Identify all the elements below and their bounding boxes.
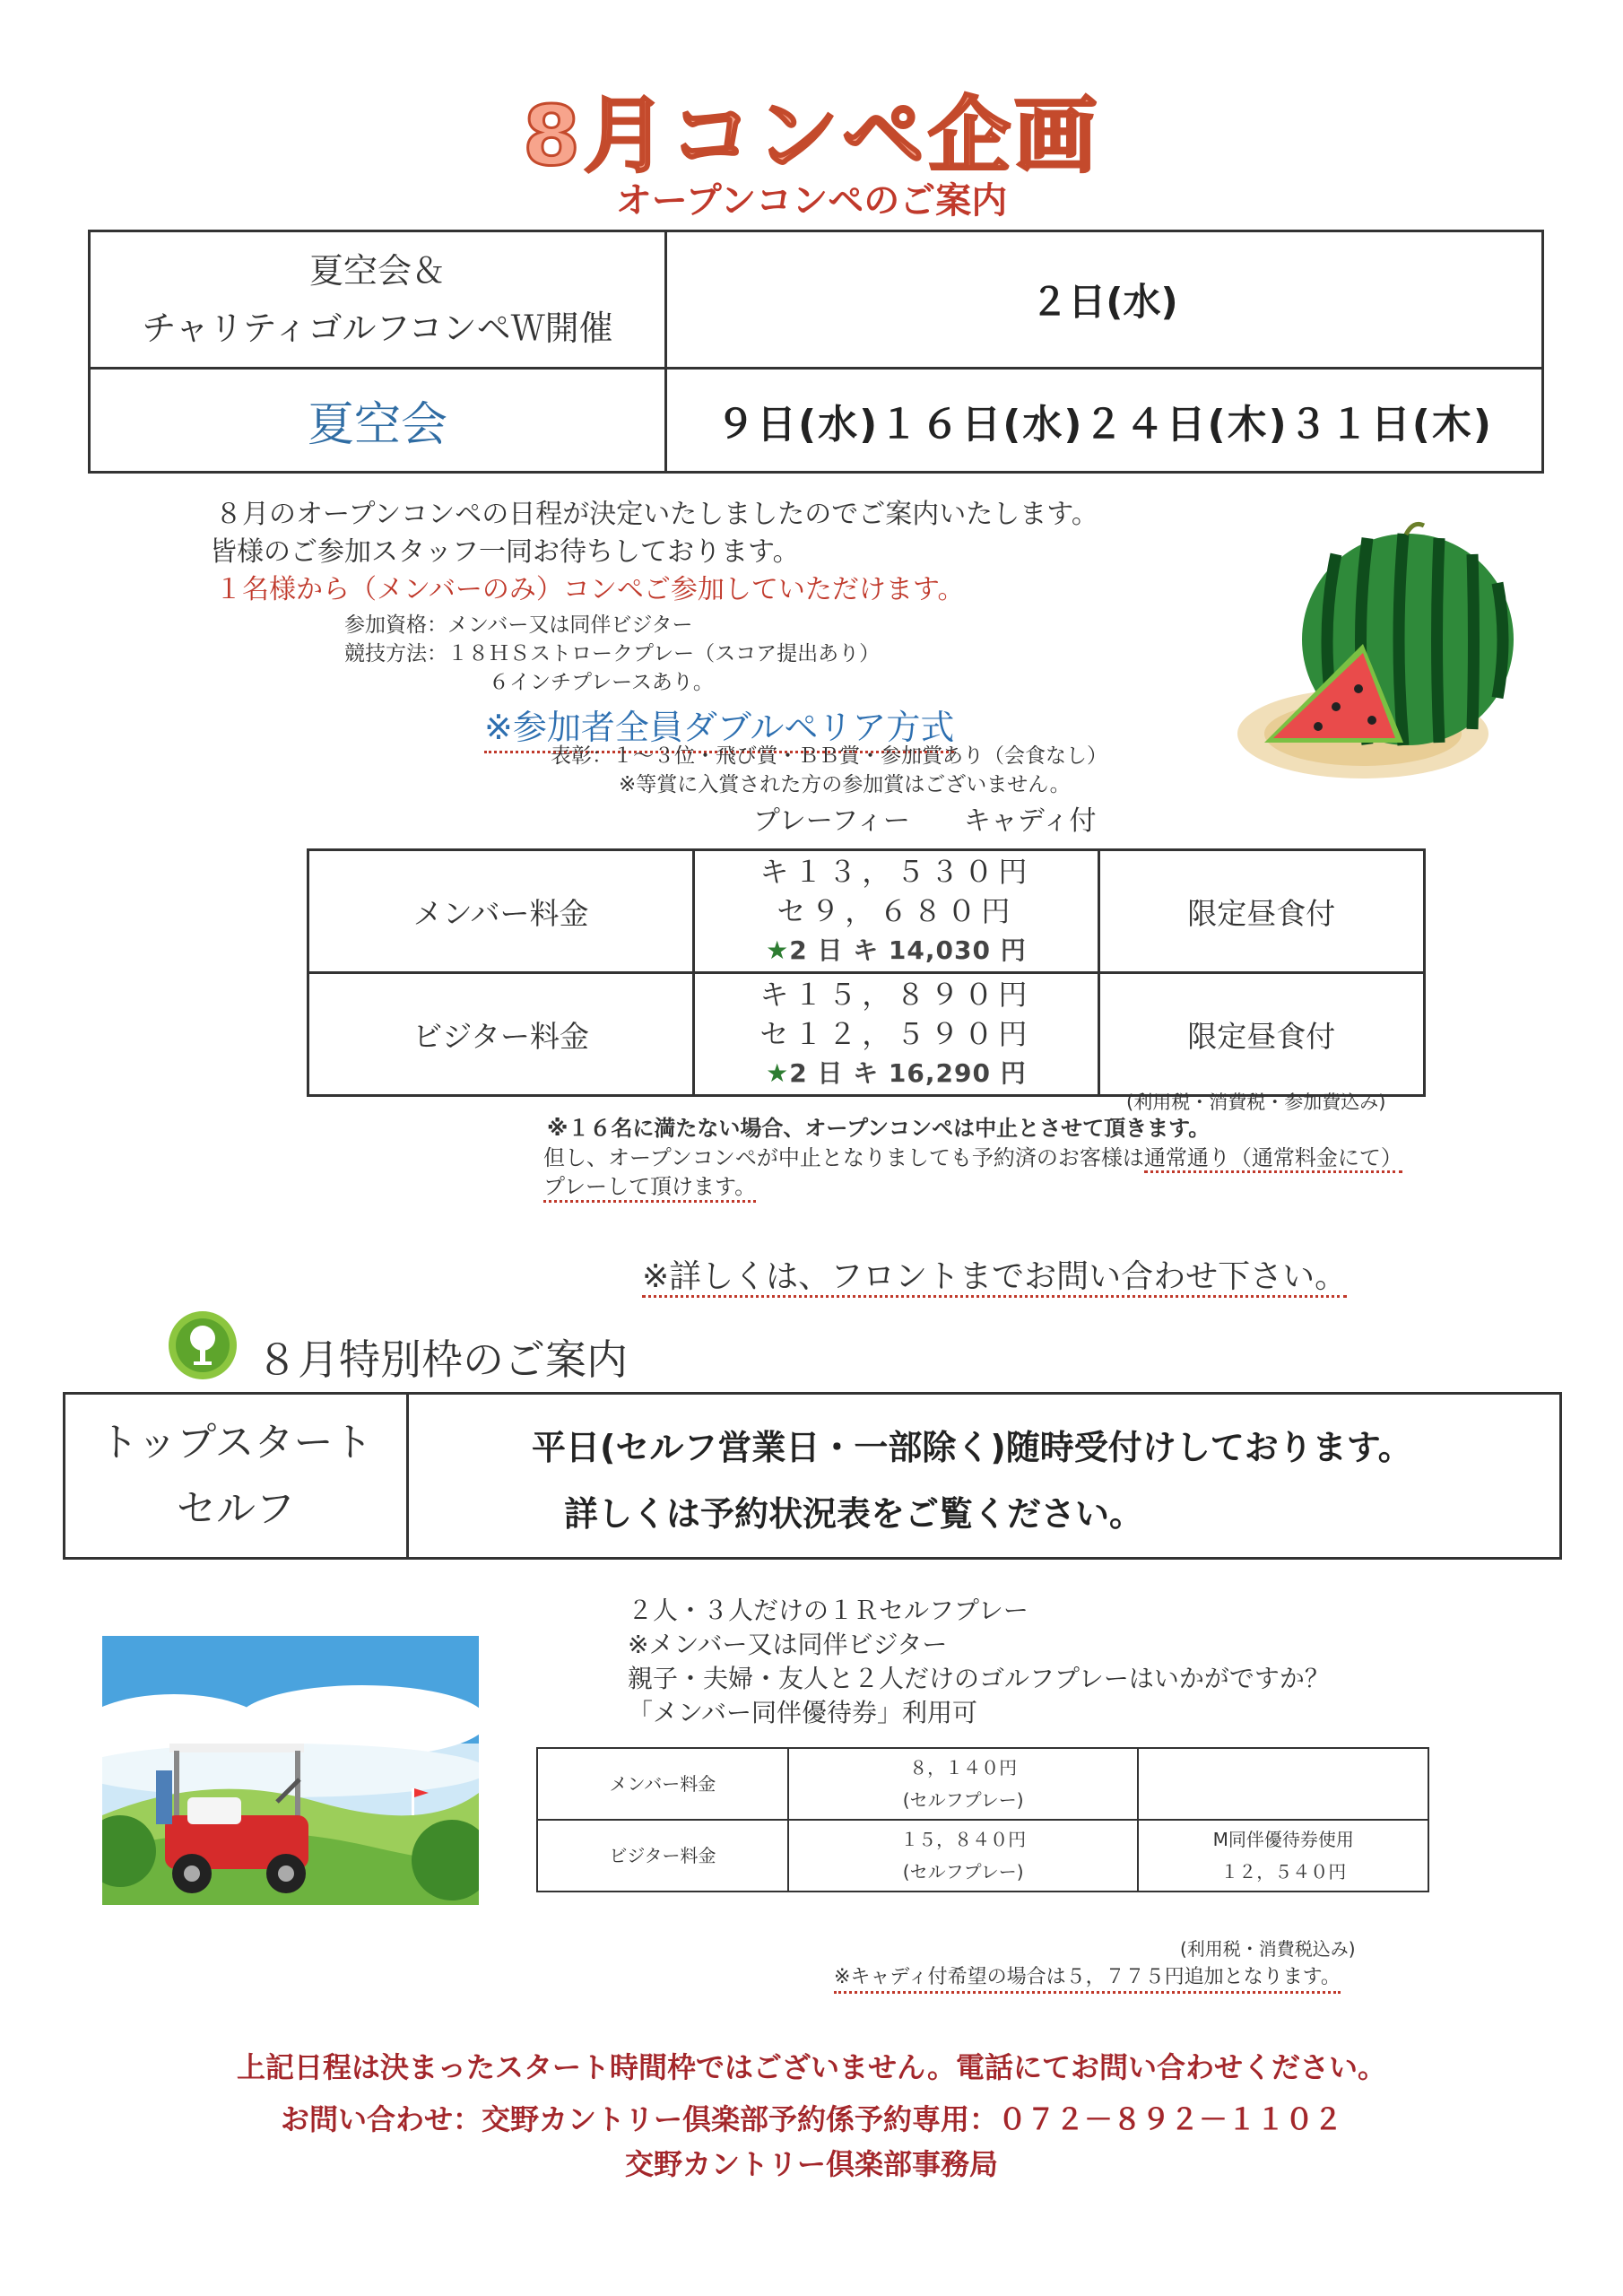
schedule-name-2: 夏空会 bbox=[307, 398, 447, 452]
fee-label: メンバー料金 bbox=[308, 850, 694, 973]
format-text: 競技方法：１８ＨＳストロークプレー（スコア提出あり） bbox=[344, 642, 881, 665]
fee-value: キ１３，５３０円 bbox=[759, 855, 1033, 889]
footer-office: 交野カントリー倶楽部事務局 bbox=[624, 2147, 998, 2181]
schedule-name-1 bbox=[91, 232, 664, 367]
schedule-table bbox=[88, 230, 1544, 474]
special-description bbox=[532, 1414, 1412, 1547]
fee-value: セ１２，５９０円 bbox=[759, 1017, 1033, 1051]
self-fee-sub: (セルフプレー) bbox=[902, 1861, 1024, 1883]
fee-header: プレーフィー キャディ付 bbox=[753, 805, 1097, 837]
intro-highlight: １名様から（メンバーのみ）コンペご参加していただけます。 bbox=[215, 574, 965, 605]
cancel-note-3: プレーして頂けます。 bbox=[543, 1173, 756, 1203]
self-fee-values bbox=[788, 1748, 1139, 1820]
footer-contact: お問い合わせ：交野カントリー倶楽部予約係予約専用：０７２－８９２－１１０２ bbox=[280, 2102, 1342, 2136]
self-fee-price: ８，１４０円 bbox=[909, 1757, 1018, 1779]
schedule-dates-1: ２日(水) bbox=[1030, 280, 1178, 324]
fee-label: ビジター料金 bbox=[308, 973, 694, 1096]
awards-note: ※等賞に入賞された方の参加賞はございません。 bbox=[619, 773, 1071, 796]
fee-special bbox=[696, 1054, 1096, 1093]
self-play-line: 親子・夫婦・友人と２人だけのゴルフプレーはいかがですか？ bbox=[628, 1664, 1330, 1693]
cancel-note: ※１６名に満たない場合、オープンコンペは中止とさせて頂きます。 bbox=[547, 1116, 1211, 1141]
special-table bbox=[63, 1392, 1562, 1560]
self-fee-price: １５，８４０円 bbox=[900, 1829, 1027, 1850]
fee-table bbox=[307, 848, 1426, 1097]
self-fee-note bbox=[1138, 1748, 1428, 1820]
cancel-text: 但し、オープンコンペが中止となりましても予約済のお客様は bbox=[543, 1145, 1144, 1170]
fee-note: 限定昼食付 bbox=[1098, 973, 1424, 1096]
divider bbox=[406, 1395, 409, 1557]
page-title: 8月コンペ企画 bbox=[522, 88, 1100, 184]
schedule-name-line: チャリティゴルフコンペＷ開催 bbox=[142, 309, 613, 348]
self-fee-note bbox=[1138, 1820, 1428, 1892]
schedule-dates-2: ９日(水)１６日(水)２４日(木)３１日(木) bbox=[716, 401, 1493, 448]
special-name bbox=[65, 1395, 406, 1557]
self-fee-values bbox=[788, 1820, 1139, 1892]
self-play-line: ２人・３人だけの１Ｒセルフプレー bbox=[628, 1596, 1028, 1625]
golf-ball-icon bbox=[167, 1309, 239, 1381]
special-heading: ８月特別枠のご案内 bbox=[256, 1335, 628, 1384]
intro-line: 皆様のご参加スタッフ一同お待ちしております。 bbox=[210, 536, 800, 568]
special-name-line: トップスタート bbox=[99, 1419, 373, 1465]
fee-special bbox=[696, 931, 1096, 970]
star-icon: ★ bbox=[766, 935, 790, 965]
fee-value: セ９，６８０円 bbox=[777, 894, 1016, 928]
self-fee-sub: (セルフプレー) bbox=[902, 1789, 1024, 1811]
self-play-line: ※メンバー又は同伴ビジター bbox=[628, 1630, 948, 1659]
inquiry-note: ※詳しくは、フロントまでお問い合わせ下さい。 bbox=[642, 1259, 1347, 1298]
eligibility-text: 参加資格：メンバー又は同伴ビジター bbox=[344, 613, 693, 637]
fee-value: キ１５，８９０円 bbox=[759, 978, 1033, 1012]
fee-note: 限定昼食付 bbox=[1098, 850, 1424, 973]
table-row bbox=[308, 850, 1425, 973]
footer-notice: 上記日程は決まったスタート時間枠ではございません。電話にてお問い合わせください。 bbox=[237, 2050, 1386, 2084]
table-row bbox=[537, 1820, 1428, 1892]
fee-tax-note: (利用税・消費税・参加費込み) bbox=[1126, 1091, 1386, 1113]
fee-special-value: 2 日 キ 14,030 円 bbox=[789, 935, 1027, 965]
caddy-note: ※キャディ付希望の場合は５，７７５円追加となります。 bbox=[834, 1964, 1341, 1994]
fee-special-value: 2 日 キ 16,290 円 bbox=[789, 1058, 1027, 1088]
self-fee-note-line: M同伴優待券使用 bbox=[1212, 1829, 1354, 1850]
fee-values bbox=[694, 850, 1098, 973]
intro-line: ８月のオープンコンペの日程が決定いたしましたのでご案内いたします。 bbox=[215, 499, 1098, 530]
self-fee-table bbox=[536, 1747, 1429, 1892]
table-row bbox=[308, 973, 1425, 1096]
self-fee-note-line: １２，５４０円 bbox=[1220, 1861, 1347, 1883]
format-text-2: ６インチプレースあり。 bbox=[489, 671, 714, 694]
table-row bbox=[537, 1748, 1428, 1820]
star-icon: ★ bbox=[766, 1058, 790, 1088]
awards-text: 表彰：１～３位・飛び賞・ＢＢ賞・参加賞あり（会食なし） bbox=[551, 744, 1107, 768]
peoria-heading: ※参加者全員ダブルペリア方式 bbox=[484, 700, 954, 753]
fee-values bbox=[694, 973, 1098, 1096]
self-tax-note: (利用税・消費税込み) bbox=[1180, 1938, 1356, 1960]
golf-cart-icon bbox=[102, 1636, 479, 1905]
cancel-underlined: 通常通り（通常料金にて） bbox=[1144, 1145, 1402, 1173]
watermelon-icon bbox=[1228, 518, 1524, 787]
schedule-name-line: 夏空会＆ bbox=[308, 251, 446, 291]
special-name-line: セルフ bbox=[177, 1485, 295, 1532]
page-subtitle: オープンコンペのご案内 bbox=[615, 180, 1008, 222]
self-fee-label: メンバー料金 bbox=[537, 1748, 788, 1820]
cancel-note-2 bbox=[543, 1144, 1402, 1171]
self-play-line: 「メンバー同伴優待券」利用可 bbox=[628, 1698, 978, 1727]
special-desc-line: 平日(セルフ営業日・一部除く)随時受付けしております。 bbox=[532, 1428, 1412, 1467]
self-fee-label: ビジター料金 bbox=[537, 1820, 788, 1892]
special-desc-line: 詳しくは予約状況表をご覧ください。 bbox=[564, 1494, 1144, 1534]
